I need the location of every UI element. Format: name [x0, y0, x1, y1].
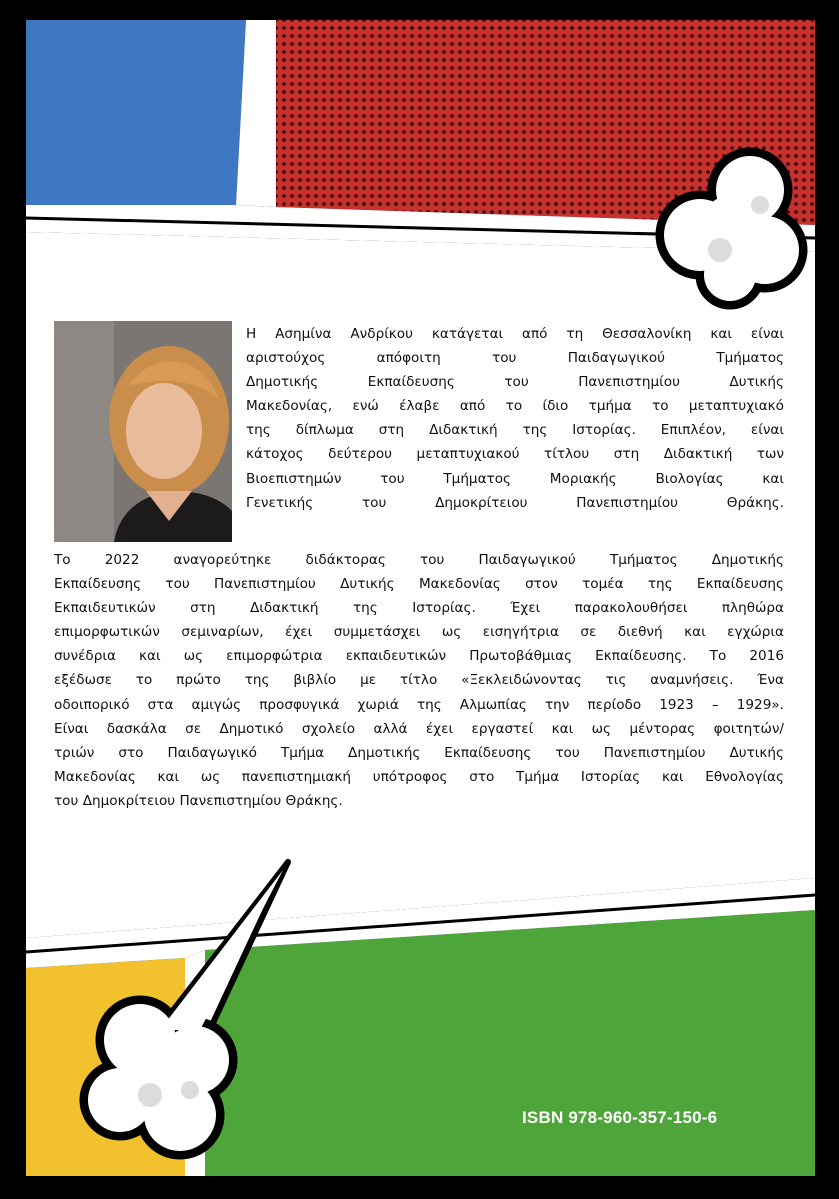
bio-main-line: συνέδρια και ως επιμορφώτρια εκπαιδευτικών Πρωτοβάθμιας Εκπαίδευσης. Το 2016	[54, 648, 784, 665]
bio-intro-line: Δημοτικής Εκπαίδευσης του Πανεπιστημίου Δυτικής	[246, 374, 784, 391]
bio-main-line: τριών στο Παιδαγωγικό Τμήμα Δημοτικής Εκπαίδευσης του Πανεπιστημίου Δυτικής	[54, 744, 784, 761]
bio-main-line: οδοιπορικό στα αμιγώς προσφυγικά χωριά της Αλμωπίας την περίοδο 1923 – 1929».	[54, 696, 784, 713]
bio-intro-line: της δίπλωμα στη Διδακτική της Ιστορίας. Επιπλέον, είναι	[246, 422, 784, 439]
isbn-label: ISBN 978-960-357-150-6	[522, 1108, 718, 1127]
author-photo	[54, 321, 232, 542]
author-bio-intro	[246, 322, 784, 515]
bio-main-line: Μακεδονίας και ως πανεπιστημιακή υπότροφος στο Τμήμα Ιστορίας και Εθνολογίας	[54, 768, 784, 785]
bio-main-line: του Δημοκρίτειου Πανεπιστημίου Θράκης.	[54, 792, 343, 809]
bio-intro-line: κάτοχος δεύτερου μεταπτυχιακού τίτλου στη Διδακτική των	[246, 446, 784, 463]
portrait-illustration	[54, 321, 232, 542]
bio-intro-line: αριστούχος απόφοιτη του Παιδαγωγικού Τμήματος	[246, 350, 784, 367]
bio-main-line: Είναι δασκάλα σε Δημοτικό σχολείο αλλά έχει εργαστεί και ως μέντορας φοιτητών/	[54, 720, 784, 737]
green-panel	[205, 910, 815, 1176]
bio-main-line: Εκπαιδευτικών στη Διδακτική της Ιστορίας. Έχει παρακολουθήσει πληθώρα	[54, 600, 784, 617]
bio-main-line: Εκπαίδευσης του Πανεπιστημίου Δυτικής Μακεδονίας στον τομέα της Εκπαίδευσης	[54, 576, 784, 593]
bio-intro-line: Μακεδονίας, ενώ έλαβε από το ίδιο τμήμα το μεταπτυχιακό	[246, 398, 784, 415]
blue-panel	[26, 20, 246, 205]
author-bio-main	[54, 548, 784, 813]
bio-intro-line: Η Ασημίνα Ανδρίκου κατάγεται από τη Θεσσαλονίκη και είναι	[246, 326, 784, 342]
bio-main-line: Το 2022 αναγορεύτηκε διδάκτορας του Παιδαγωγικού Τμήματος Δημοτικής	[54, 552, 784, 568]
bio-intro-line: Γενετικής του Δημοκρίτειου Πανεπιστημίου Θράκης.	[246, 494, 784, 511]
bio-intro-line: Βιοεπιστημών του Τμήματος Μοριακής Βιολογίας και	[246, 470, 784, 487]
bio-main-line: εξέδωσε το πρώτο της βιβλίο με τίτλο «Ξεκλειδώνοντας τις αναμνήσεις. Ένα	[54, 672, 784, 689]
bio-main-line: επιμορφωτικών σεμιναρίων, έχει συμμετάσχει ως εισηγήτρια σε διεθνή και εγχώρια	[54, 624, 784, 641]
